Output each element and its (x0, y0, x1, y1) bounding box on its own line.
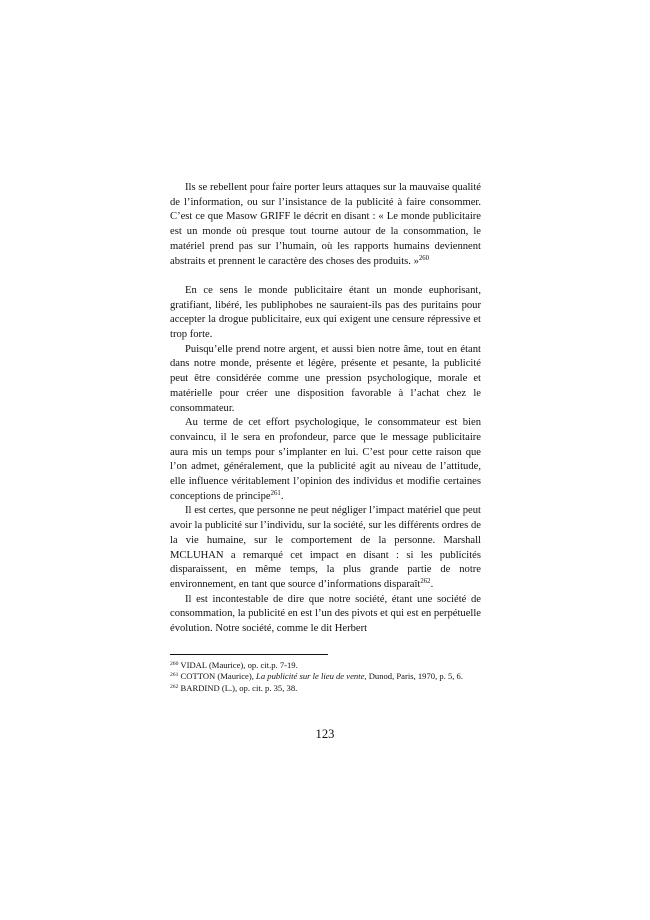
footnote-ref-260[interactable]: 260 (418, 254, 430, 262)
page-number: 123 (315, 727, 335, 741)
footnote-261: $^{261}$ COTTON (Maurice), La publicité sur le lieu de vente, Dunod, Paris, 1970, p. 5, 6. (170, 671, 463, 682)
footnote-separator (170, 654, 328, 655)
footnote-262: $^{262}$ BARDIND (L.), op. cit. p. 35, 38. (170, 682, 298, 693)
paragraph-2: En ce sens le monde publicitaire étant un monde euphorisant, gratifiant, libéré, les publiphobes ne sauraient-ils pas des puritains pour accepter la drogue publicitaire, eux qui exigent une censure répressive et trop forte. (170, 284, 481, 341)
footnotes (170, 660, 481, 694)
footnote-ref-262[interactable]: 262 (420, 577, 431, 585)
paragraph-4: Au terme de cet effort psychologique, le consommateur est bien convaincu, il le sera en profondeur, parce que le message publicitaire aura mis un temps pour s’implanter en lui. C’est pour cette raison que l’on admet, généralement, que la publicité agit au niveau de l’attitude, elle influence véritablement l’opinion des individus et modifie certaines conceptions de principe$^{261}$. (170, 417, 481, 502)
footnote-ref-261[interactable]: 261 (270, 489, 281, 497)
footnote-260: $^{260}$ VIDAL (Maurice), op. cit.p. 7-19. (170, 660, 298, 670)
paragraph-1: Ils se rebellent pour faire porter leurs attaques sur la mauvaise qualité de l’information, ou sur l’insistance de la publicité à faire consommer. C’est ce que Masow GRIFF le décrit en disant : « Le monde publicitaire est un monde où presque tout tourne autour de la consommation, le matériel prend pas sur l’humain, où les rapports humains deviennent abstraits et prennent le caractère des choses des produits. »$^{260}$ (170, 182, 481, 267)
paragraph-6: Il est incontestable de dire que notre société, étant une société de consommation, la publicité en est l’un des pivots et qui est en perpétuelle évolution. Notre société, comme le dit Herbert (170, 593, 481, 635)
paragraph-5: Il est certes, que personne ne peut négliger l’impact matériel que peut avoir la publicité sur l’individu, sur la société, sur les différents ordres de la vie humaine, sur le comportement de la personne. Marshall MCLUHAN a remarqué cet impact en disant : si les publicités disparaissent, en même temps, la plus grande partie de notre environnement, en tant que source d’informations disparaît$^{262}$. (170, 505, 481, 590)
body-text (170, 181, 481, 637)
book-title: La publicité sur le lieu de vente (256, 671, 365, 682)
paragraph-3: Puisqu’elle prend notre argent, et aussi bien notre âme, tout en étant dans notre monde, présente et légère, présente et pesante, la publicité peut être considérée comme une pression psychologique, morale et matérielle pour créer une disposition favorable à l’achat chez le consommateur. (170, 343, 481, 414)
